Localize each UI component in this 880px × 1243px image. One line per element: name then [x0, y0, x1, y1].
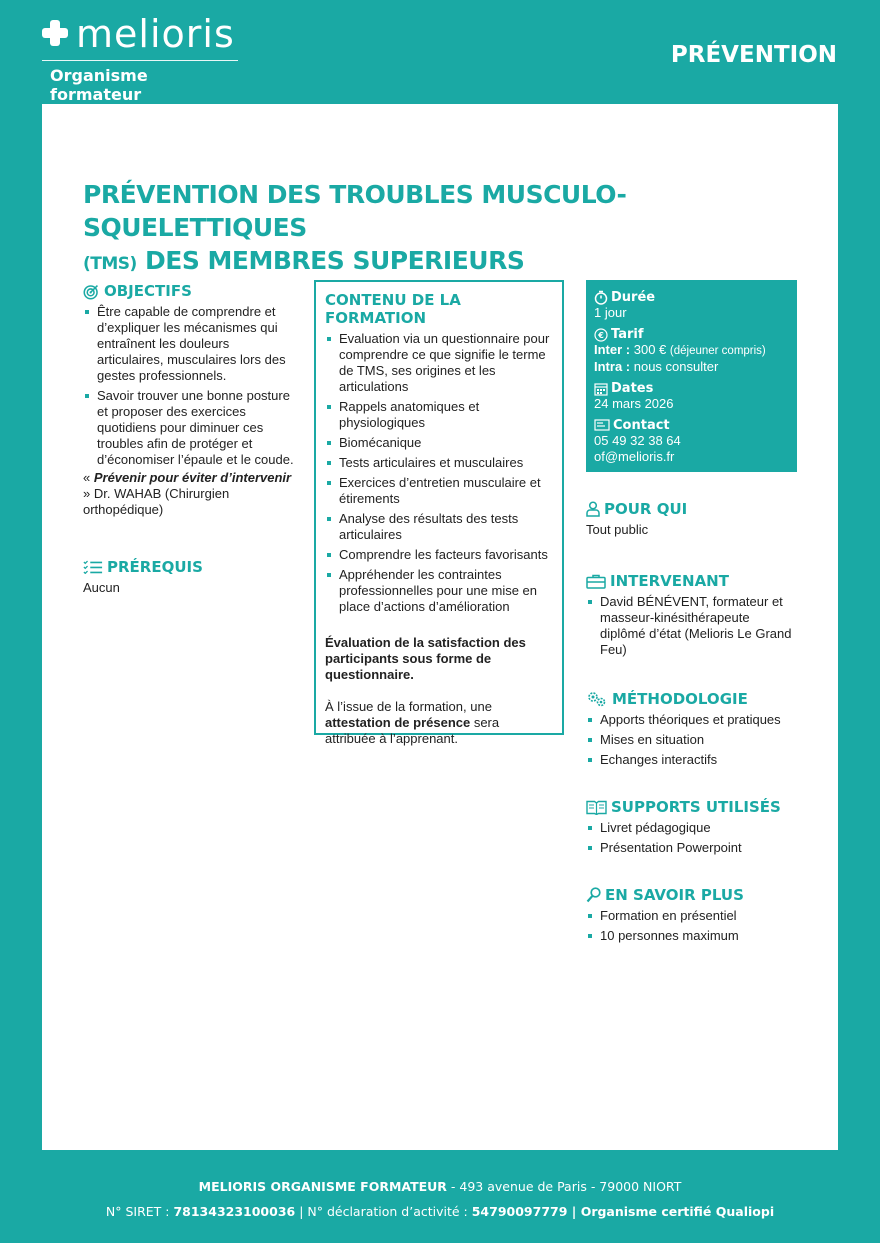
calendar-icon — [594, 382, 608, 396]
dates-value: 24 mars 2026 — [594, 396, 674, 411]
list-item: Savoir trouver une bonne posture et proposer des exercices quotidiens pour diminuer ces troubles afin de protéger et d’économiser l’épaule et le coude. — [83, 388, 298, 468]
gears-icon — [586, 691, 608, 707]
list-item: Présentation Powerpoint — [586, 840, 797, 856]
list-item: David BÉNÉVENT, formateur et masseur-kinésithérapeute diplômé d’état (Melioris Le Grand Feu) — [586, 594, 797, 658]
prerequis-text: Aucun — [83, 580, 120, 595]
list-item: Analyse des résultats des tests articulaires — [325, 511, 552, 543]
category-tag: PRÉVENTION — [670, 42, 837, 68]
attestation-bold: attestation de présence — [325, 715, 471, 730]
svg-text:€: € — [598, 330, 604, 340]
pour-qui-heading — [586, 500, 797, 518]
title-line1: PRÉVENTION DES TROUBLES MUSCULO-SQUELETTIQUES — [83, 180, 627, 242]
list-item: Comprendre les facteurs favorisants — [325, 547, 552, 563]
target-icon — [83, 283, 100, 300]
pour-qui-text: Tout public — [586, 522, 649, 537]
intervenant-list — [586, 594, 797, 658]
supports-list — [586, 820, 797, 856]
intervenant-title: INTERVENANT — [610, 572, 729, 590]
list-item: Appréhender les contraintes professionnelles pour une mise en place d’actions d’amélioration — [325, 567, 552, 615]
euro-icon — [594, 328, 608, 342]
duree-value: 1 jour — [594, 305, 627, 320]
page-title — [83, 178, 813, 281]
inter-value: 300 € — [630, 342, 670, 357]
objectifs-title: OBJECTIFS — [104, 282, 192, 300]
left-column — [83, 282, 298, 596]
quote-emphasis: Prévenir pour éviter d’intervenir — [93, 470, 292, 485]
list-item: Rappels anatomiques et physiologiques — [325, 399, 552, 431]
contact-phone[interactable]: 05 49 32 38 64 — [594, 433, 681, 448]
objectifs-heading — [83, 282, 298, 300]
info-box — [586, 280, 797, 472]
list-item: Apports théoriques et pratiques — [586, 712, 797, 728]
content-card — [42, 104, 838, 1150]
title-tms: (TMS) — [83, 254, 137, 274]
prerequis-title: PRÉREQUIS — [107, 558, 203, 576]
attestation-post: sera attribuée à l’apprenant. — [325, 715, 500, 746]
list-item: Formation en présentiel — [586, 908, 797, 924]
footer-org: MELIORIS ORGANISME FORMATEUR — [198, 1179, 447, 1194]
savoir-plus-list — [586, 908, 797, 944]
list-item: Echanges interactifs — [586, 752, 797, 768]
list-item: Tests articulaires et musculaires — [325, 455, 552, 471]
decl-value: 54790097779 — [471, 1204, 568, 1219]
open-book-icon — [586, 800, 607, 815]
stopwatch-icon — [594, 290, 608, 305]
footer-address — [0, 1179, 880, 1194]
dates-label — [594, 381, 789, 396]
decl-label: | N° déclaration d’activité : — [295, 1204, 472, 1219]
contact-label — [594, 418, 789, 433]
inter-label: Inter : — [594, 342, 631, 357]
methodologie-list — [586, 712, 797, 768]
methodologie-heading — [586, 690, 797, 708]
tarif-inter — [594, 342, 789, 359]
intra-value: nous consulter — [630, 359, 719, 374]
checklist-icon — [83, 560, 103, 574]
brand-name: melioris — [76, 12, 235, 56]
savoir-plus-title: EN SAVOIR PLUS — [605, 886, 744, 904]
briefcase-icon — [586, 574, 606, 589]
pour-qui-title: POUR QUI — [604, 500, 688, 518]
footer-legal — [0, 1204, 880, 1219]
attestation-pre: À l’issue de la formation, une — [325, 699, 492, 714]
list-item: Être capable de comprendre et d’expliquer les mécanismes qui entraînent les douleurs articulaires, musculaires lors des gestes professionnels. — [83, 304, 298, 384]
contact-card-icon — [594, 419, 610, 432]
title-line2: DES MEMBRES SUPERIEURS — [136, 246, 525, 275]
supports-heading — [586, 798, 797, 816]
attestation-text — [325, 699, 552, 747]
quote-author: » Dr. WAHAB (Chirurgien orthopédique) — [83, 486, 230, 517]
list-item: Mises en situation — [586, 732, 797, 748]
tarif-title: Tarif — [611, 327, 644, 342]
qualiopi-text: | Organisme certifié Qualiopi — [567, 1204, 775, 1219]
intra-label: Intra : — [594, 359, 631, 374]
supports-title: SUPPORTS UTILISÉS — [611, 798, 781, 816]
savoir-plus-heading — [586, 886, 797, 904]
prerequis-heading — [83, 558, 298, 576]
quote-open: « — [83, 470, 94, 485]
list-item: 10 personnes maximum — [586, 928, 797, 944]
intervenant-heading — [586, 572, 797, 590]
tarif-intra — [594, 359, 789, 375]
contenu-box — [314, 280, 564, 746]
melioris-cross-icon — [42, 20, 68, 48]
person-icon — [586, 501, 600, 517]
contenu-list — [325, 331, 552, 615]
magnifier-icon — [586, 887, 601, 903]
siret-label: N° SIRET : — [105, 1204, 174, 1219]
list-item: Livret pédagogique — [586, 820, 797, 836]
inter-note: (déjeuner compris) — [669, 345, 766, 357]
duree-label — [594, 290, 789, 305]
siret-value: 78134323100036 — [173, 1204, 296, 1219]
list-item: Evaluation via un questionnaire pour comprendre ce que signifie le terme de TMS, ses origines et les articulations — [325, 331, 552, 395]
tarif-label — [594, 327, 789, 342]
contenu-heading: CONTENU DE LA FORMATION — [325, 291, 461, 327]
methodologie-title: MÉTHODOLOGIE — [612, 690, 748, 708]
contact-title: Contact — [613, 418, 670, 433]
duree-title: Durée — [611, 290, 656, 305]
quote — [83, 470, 298, 518]
list-item: Exercices d’entretien musculaire et étirements — [325, 475, 552, 507]
brand-subtitle: Organisme formateur — [50, 66, 148, 104]
evaluation-text: Évaluation de la satisfaction des participants sous forme de questionnaire. — [325, 635, 526, 682]
objectifs-list — [83, 304, 298, 468]
logo-divider — [42, 60, 238, 61]
footer-address-text: - 493 avenue de Paris - 79000 NIORT — [446, 1179, 682, 1194]
list-item: Biomécanique — [325, 435, 552, 451]
contact-email[interactable]: of@melioris.fr — [594, 449, 675, 464]
dates-title: Dates — [611, 381, 654, 396]
right-column — [586, 280, 797, 948]
logo — [42, 14, 242, 104]
